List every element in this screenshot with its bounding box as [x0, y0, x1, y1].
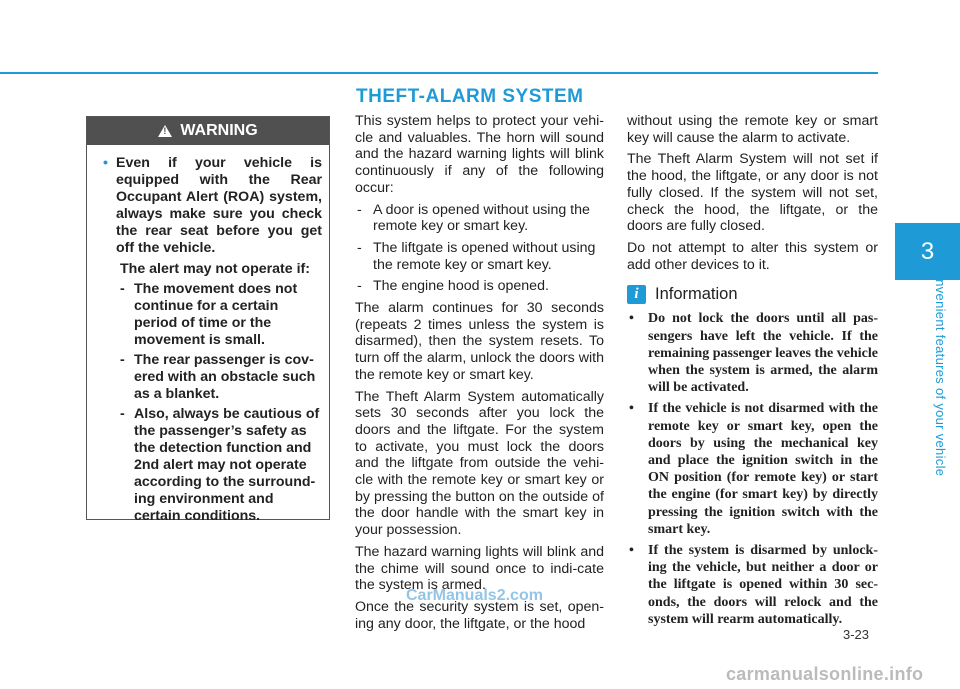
- warning-label: WARNING: [180, 122, 258, 139]
- chapter-title: Convenient features of your vehicle: [933, 262, 948, 477]
- warning-triangle-icon: [158, 125, 172, 137]
- bullet-icon: •: [629, 311, 634, 327]
- warning-body: [87, 145, 329, 525]
- information-text: Do not lock the doors until all pas-sengers have left the vehicle. If the remaining passenger leaves the vehicle when the system is armed, the alarm will be activated.: [648, 311, 878, 396]
- information-title: Information: [655, 285, 738, 304]
- watermark: CarManuals2.com: [406, 587, 543, 604]
- column-right: [627, 113, 878, 632]
- information-icon: i: [627, 285, 646, 304]
- warning-item: [120, 281, 322, 349]
- bullet-icon: •: [629, 401, 634, 417]
- warning-subhead: The alert may not operate if:: [120, 261, 310, 277]
- security-set-paragraph: Once the security system is set, open-ing any door, the liftgate, or the hood: [355, 598, 604, 632]
- warning-header: [87, 117, 329, 145]
- warning-bullet: [103, 155, 322, 257]
- no-alter-paragraph: Do not attempt to alter this system or add other devices to it.: [627, 239, 878, 273]
- intro-paragraph: This system helps to protect your vehi-cle and valuables. The horn will sound and the hazard warning lights will blink continuously if any of the following occur:: [355, 113, 604, 196]
- warning-box: [86, 116, 330, 524]
- information-header: [627, 285, 878, 304]
- armed-indication-paragraph: The hazard warning lights will blink and the chime will sound once to indi-cate the system is armed.: [355, 543, 604, 594]
- not-set-paragraph: The Theft Alarm System will not set if the hood, the liftgate, or any door is not fully closed. If the system will not set, check the hood, the liftgate, or the doors are fully closed.: [627, 151, 878, 235]
- information-item: [627, 542, 878, 628]
- chapter-number: 3: [920, 237, 935, 265]
- dash-icon: -: [120, 352, 125, 368]
- dash-icon: -: [357, 278, 362, 295]
- warning-item-text: The movement does not continue for a certain period of time or the movement is small.: [134, 281, 298, 348]
- warning-item: [120, 352, 322, 403]
- warning-item: [120, 406, 322, 525]
- warning-item-text: Also, always be cautious of the passenger’s safety as the detection function and 2nd alert may not operate according to the surround-ing environment and certain conditions.: [134, 406, 320, 524]
- information-text: If the system is disarmed by unlock-ing the vehicle, but neither a door or the liftgate is opened within 30 sec-onds, the doors will relock and the system will rearm automatically.: [648, 542, 878, 627]
- dash-icon: -: [120, 281, 125, 297]
- bullet-dot-icon: •: [103, 155, 108, 171]
- condition-text: A door is opened without using the remote key or smart key.: [373, 201, 590, 235]
- dash-icon: -: [357, 201, 362, 218]
- condition-text: The engine hood is opened.: [373, 278, 549, 295]
- warning-bullet-text: Even if your vehicle is equipped with the Rear Occupant Alert (ROA) system, always make sure you check the rear seat before you get off the vehicle.: [116, 155, 322, 256]
- dash-icon: -: [120, 406, 125, 422]
- information-text: If the vehicle is not disarmed with the remote key or smart key, open the doors by using the mechanical key and place the ignition switch in the ON position (for remote key) or start the engine (for smart key) by directly pressing the ignition switch with the smart key.: [648, 401, 878, 537]
- dash-icon: -: [357, 239, 362, 256]
- information-item: [627, 310, 878, 396]
- information-item: [627, 400, 878, 538]
- auto-set-paragraph: The Theft Alarm System automatically sets 30 seconds after you lock the doors and the liftgate. For the system to activate, you must lock the doors and the liftgate from outside the vehi-cle with the remote key or smart key or by pressing the button on the outside of the door handle with the smart key in your possession.: [355, 388, 604, 539]
- information-list: [627, 310, 878, 628]
- header-rule: [0, 72, 878, 74]
- page-number: 3-23: [843, 627, 870, 642]
- bullet-icon: •: [629, 542, 634, 558]
- section-title: THEFT-ALARM SYSTEM: [356, 86, 584, 107]
- condition-text: The liftgate is opened without using the remote key or smart key.: [373, 239, 596, 273]
- warning-item-text: The rear passenger is cov-ered with an obstacle such as a blanket.: [134, 352, 316, 402]
- condition-item: [355, 240, 604, 273]
- continuation-paragraph: without using the remote key or smart key will cause the alarm to activate.: [627, 113, 878, 146]
- alarm-duration-paragraph: The alarm continues for 30 seconds (repeats 2 times unless the system is disarmed), then the system resets. To turn off the alarm, unlock the doors with the remote key or smart key.: [355, 300, 604, 383]
- condition-item: [355, 278, 604, 295]
- column-middle: [355, 113, 604, 637]
- condition-item: [355, 202, 604, 235]
- footer-site-mark: carmanualsonline.info: [726, 664, 924, 684]
